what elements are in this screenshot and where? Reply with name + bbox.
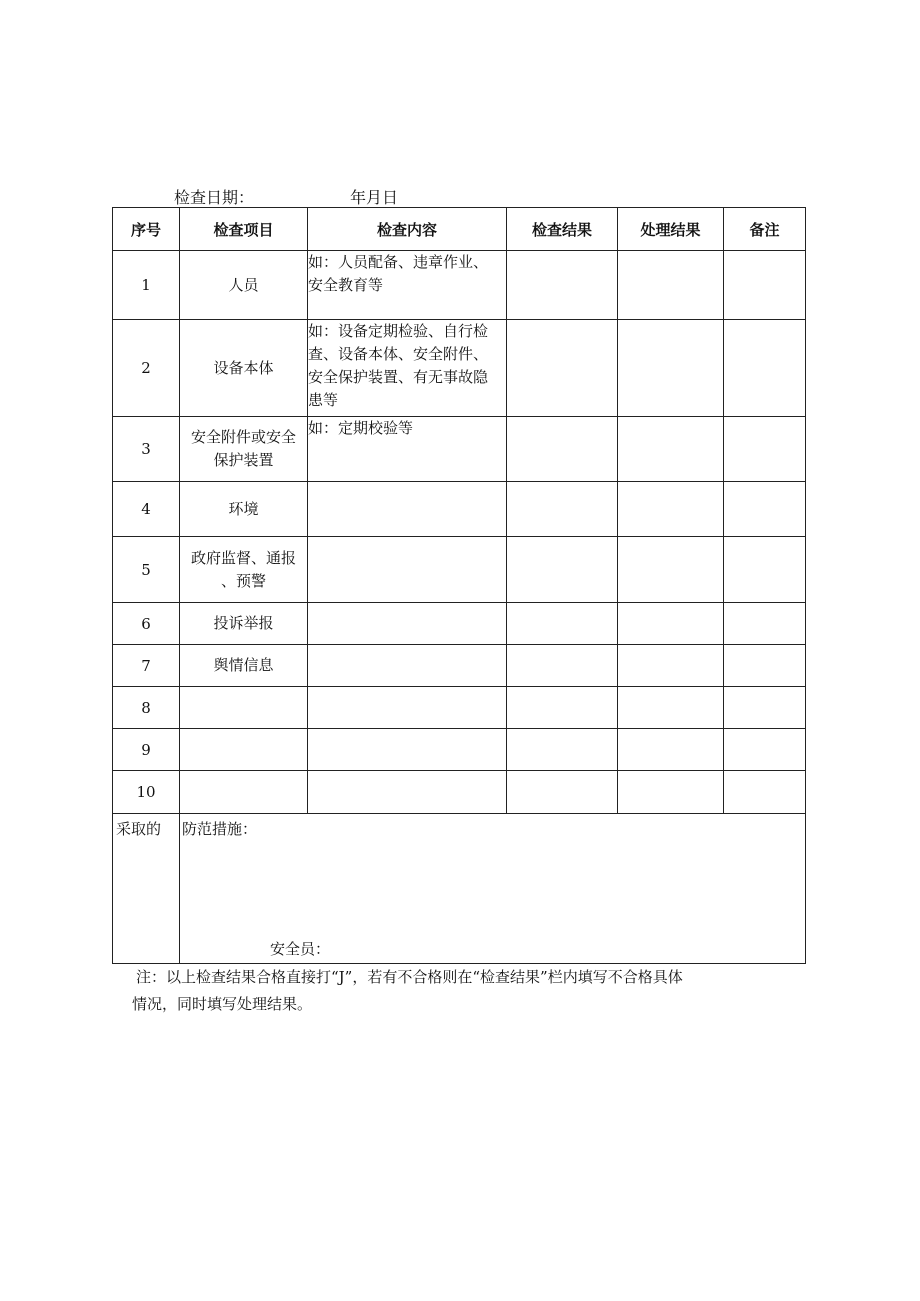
- row-result[interactable]: [507, 482, 618, 537]
- row-result[interactable]: [507, 645, 618, 687]
- date-label: 检查日期：: [174, 188, 255, 207]
- table-row: [113, 417, 806, 482]
- row-content: 如：定期校验等: [308, 417, 507, 482]
- row-no: 2: [113, 320, 180, 417]
- row-item: 安全附件或安全 保护装置: [180, 417, 308, 482]
- row-no: 3: [113, 417, 180, 482]
- row-result[interactable]: [507, 537, 618, 603]
- row-item: [180, 687, 308, 729]
- col-header-no: 序号: [113, 208, 180, 251]
- row-result[interactable]: [507, 771, 618, 814]
- row-item: 舆情信息: [180, 645, 308, 687]
- row-content: [308, 687, 507, 729]
- col-header-content: 检查内容: [308, 208, 507, 251]
- col-header-handling: 处理结果: [618, 208, 724, 251]
- row-content: [308, 771, 507, 814]
- col-header-remark: 备注: [724, 208, 806, 251]
- row-result[interactable]: [507, 603, 618, 645]
- table-row: [113, 603, 806, 645]
- row-item: 投诉举报: [180, 603, 308, 645]
- measures-label: 采取的: [113, 814, 180, 964]
- table-row: [113, 251, 806, 320]
- row-handling[interactable]: [618, 729, 724, 771]
- row-content: [308, 537, 507, 603]
- row-item: [180, 771, 308, 814]
- table-row: [113, 537, 806, 603]
- row-no: 9: [113, 729, 180, 771]
- row-result[interactable]: [507, 320, 618, 417]
- row-remark[interactable]: [724, 687, 806, 729]
- row-no: 4: [113, 482, 180, 537]
- row-remark[interactable]: [724, 482, 806, 537]
- row-remark[interactable]: [724, 251, 806, 320]
- table-row: [113, 645, 806, 687]
- col-header-result: 检查结果: [507, 208, 618, 251]
- row-remark[interactable]: [724, 645, 806, 687]
- row-remark[interactable]: [724, 537, 806, 603]
- row-result[interactable]: [507, 251, 618, 320]
- row-content: [308, 729, 507, 771]
- row-content: [308, 603, 507, 645]
- row-handling[interactable]: [618, 645, 724, 687]
- row-item: [180, 729, 308, 771]
- table-header-row: [113, 208, 806, 251]
- row-result[interactable]: [507, 417, 618, 482]
- row-result[interactable]: [507, 729, 618, 771]
- row-remark[interactable]: [724, 320, 806, 417]
- footnote-line-2: 情况，同时填写处理结果。: [132, 995, 313, 1013]
- row-no: 5: [113, 537, 180, 603]
- row-no: 1: [113, 251, 180, 320]
- footnote: [132, 964, 806, 1013]
- row-result[interactable]: [507, 687, 618, 729]
- table-row: [113, 320, 806, 417]
- row-handling[interactable]: [618, 482, 724, 537]
- measures-row: [113, 814, 806, 964]
- table-row: [113, 771, 806, 814]
- row-handling[interactable]: [618, 417, 724, 482]
- table-row: [113, 729, 806, 771]
- row-no: 10: [113, 771, 180, 814]
- row-content: [308, 482, 507, 537]
- row-handling[interactable]: [618, 603, 724, 645]
- row-content: 如：人员配备、违章作业、 安全教育等: [308, 251, 507, 320]
- inspection-table: [112, 207, 806, 964]
- row-remark[interactable]: [724, 729, 806, 771]
- row-no: 7: [113, 645, 180, 687]
- measures-label-cont: 防范措施：: [182, 820, 258, 838]
- row-no: 8: [113, 687, 180, 729]
- table-row: [113, 687, 806, 729]
- row-remark[interactable]: [724, 771, 806, 814]
- row-item: 政府监督、通报 、预警: [180, 537, 308, 603]
- row-no: 6: [113, 603, 180, 645]
- row-item: 设备本体: [180, 320, 308, 417]
- row-remark[interactable]: [724, 417, 806, 482]
- table-row: [113, 482, 806, 537]
- row-handling[interactable]: [618, 537, 724, 603]
- row-handling[interactable]: [618, 320, 724, 417]
- row-item: 人员: [180, 251, 308, 320]
- row-handling[interactable]: [618, 771, 724, 814]
- footnote-line-1: 注：以上检查结果合格直接打“J”，若有不合格则在“检查结果”栏内填写不合格具体: [136, 968, 683, 986]
- row-item: 环境: [180, 482, 308, 537]
- row-handling[interactable]: [618, 251, 724, 320]
- measures-field[interactable]: [180, 814, 806, 964]
- row-handling[interactable]: [618, 687, 724, 729]
- col-header-item: 检查项目: [180, 208, 308, 251]
- row-remark[interactable]: [724, 603, 806, 645]
- row-content: 如：设备定期检验、自行检 查、设备本体、安全附件、 安全保护装置、有无事故隐 患等: [308, 320, 507, 417]
- safety-officer-label: 安全员：: [270, 940, 331, 958]
- row-content: [308, 645, 507, 687]
- date-unit: 年月日: [350, 188, 399, 207]
